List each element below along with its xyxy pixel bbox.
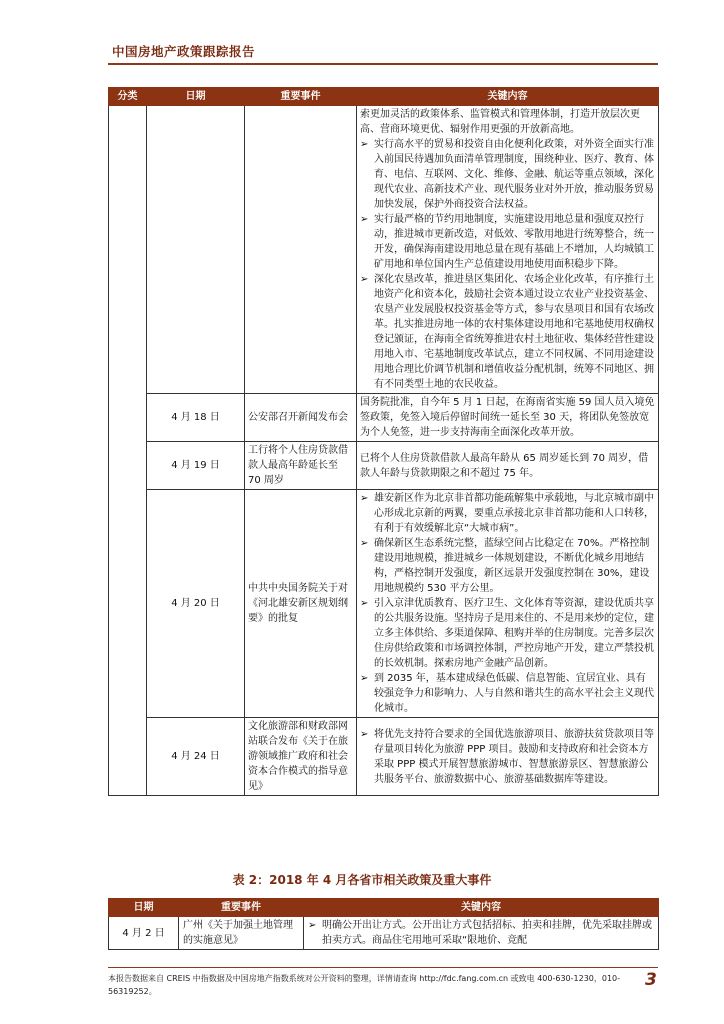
content-item bbox=[360, 107, 655, 137]
column-header-date: 日期 bbox=[147, 88, 245, 106]
content-text: 确保新区生态系统完整，蓝绿空间占比稳定在 70%。严格控制建设用地规模，推进城乡一体规划建设，不断优化城乡用地结构，严格控制开发强度，新区远景开发强度控制在 30%，建设用地规模约 530 平方公里。 bbox=[374, 538, 650, 594]
content-item bbox=[360, 596, 655, 671]
table-row bbox=[109, 442, 659, 490]
table2-content-text: 明确公开出让方式。公开出让方式包括招标、拍卖和挂牌，优先采取挂牌或拍卖方式。商品住宅用地可采取“限地价、竞配 bbox=[322, 920, 652, 946]
content-item bbox=[360, 137, 655, 212]
bullet-arrow-icon: ➢ bbox=[360, 538, 369, 549]
content-text: 国务院批准，自今年 5 月 1 日起，在海南省实施 59 国人员入境免签政策，免签入境后停留时间统一延长至 30 天，将团队免签放宽为个人免签，进一步支持海南全面深化改革开放。 bbox=[360, 397, 655, 438]
cell-date bbox=[147, 106, 245, 394]
cell-date: 4 月 20 日 bbox=[147, 490, 245, 718]
table2-cell-event: 广州《关于加强土地管理的实施意见》 bbox=[179, 917, 304, 950]
report-header-title: 中国房地产政策跟踪报告 bbox=[112, 44, 256, 59]
content-text: 深化农垦改革，推进垦区集团化、农场企业化改革，有序推行土地资产化和资本化，鼓励社会资本通过设立农业产业投资基金、农垦产业发展股权投资基金等方式，参与农垦项目和国有农场改革。扎实推进房地一体的农村集体建设用地和宅基地使用权确权登记颁证，在海南全省统筹推进农村土地征收、集体经营性建设用地入市、宅基地制度改革试点，建立不同权属、不同用途建设用地合理比价调节机制和增值收益分配机制，统筹不同地区、拥有不同类型土地的农民收益。 bbox=[374, 274, 654, 390]
content-text: 到 2035 年，基本建成绿色低碳、信息智能、宜居宜业、具有较强竞争力和影响力、人与自然和谐共生的高水平社会主义现代化城市。 bbox=[374, 673, 654, 714]
cell-date: 4 月 19 日 bbox=[147, 442, 245, 490]
column-header-content: 关键内容 bbox=[357, 88, 659, 106]
content-text: 索更加灵活的政策体系、监管模式和管理体制，打造开放层次更高、营商环境更优、辐射作用更强的开放新高地。 bbox=[360, 109, 640, 135]
table2-cell-content bbox=[304, 917, 659, 950]
column-header-category: 分类 bbox=[109, 88, 147, 106]
bullet-arrow-icon: ➢ bbox=[360, 214, 369, 225]
content-text: 已将个人住房贷款借款人最高年龄从 65 周岁延长到 70 周岁，借款人年龄与贷款期限之和不超过 75 年。 bbox=[360, 452, 649, 479]
cell-event: 文化旅游部和财政部网站联合发布《关于在旅游领域推广政府和社会资本合作模式的指导意见》 bbox=[245, 718, 357, 796]
content-item bbox=[360, 727, 655, 787]
bullet-arrow-icon: ➢ bbox=[360, 728, 369, 740]
bullet-arrow-icon: ➢ bbox=[308, 920, 317, 931]
content-text: 实行高水平的贸易和投资自由化便利化政策，对外资全面实行准入前国民待遇加负面清单管理制度，围绕种业、医疗、教育、体育、电信、互联网、文化、维修、金融、航运等重点领域，深化现代农业、高新技术产业、现代服务业对外开放，推动服务贸易加快发展，保护外商投资合法权益。 bbox=[374, 139, 654, 210]
table-row bbox=[109, 718, 659, 796]
table2-column-header-content: 关键内容 bbox=[304, 899, 659, 917]
content-item bbox=[360, 451, 655, 481]
cell-content bbox=[357, 106, 659, 394]
header-rule bbox=[108, 63, 658, 65]
cell-event bbox=[245, 106, 357, 394]
cell-event: 公安部召开新闻发布会 bbox=[245, 394, 357, 442]
content-item bbox=[360, 536, 655, 596]
content-item bbox=[360, 272, 655, 392]
content-item bbox=[360, 671, 655, 716]
bullet-arrow-icon: ➢ bbox=[360, 673, 369, 684]
cell-date: 4 月 24 日 bbox=[147, 718, 245, 796]
table2-column-header-date: 日期 bbox=[109, 899, 179, 917]
bullet-arrow-icon: ➢ bbox=[360, 139, 369, 150]
cell-date: 4 月 18 日 bbox=[147, 394, 245, 442]
bullet-arrow-icon: ➢ bbox=[360, 274, 369, 285]
provincial-events-table bbox=[108, 898, 659, 950]
table-row bbox=[109, 394, 659, 442]
page-number: 3 bbox=[645, 970, 657, 990]
bullet-arrow-icon: ➢ bbox=[360, 598, 369, 609]
content-item bbox=[360, 491, 655, 536]
cell-event: 中共中央国务院关于对《河北雄安新区规划纲要》的批复 bbox=[245, 490, 357, 718]
table-row bbox=[109, 490, 659, 718]
table2-column-header-event: 重要事件 bbox=[179, 899, 304, 917]
content-text: 雄安新区作为北京非首都功能疏解集中承载地，与北京城市副中心形成北京新的两翼，要重点承接北京非首都功能和人口转移，有利于有效缓解北京“大城市病”。 bbox=[374, 493, 654, 534]
policy-events-body bbox=[109, 106, 659, 796]
footer-rule bbox=[108, 967, 658, 968]
cell-event: 工行将个人住房贷款借款人最高年龄延长至 70 周岁 bbox=[245, 442, 357, 490]
bullet-arrow-icon: ➢ bbox=[360, 493, 369, 504]
cell-content bbox=[357, 718, 659, 796]
policy-events-table bbox=[108, 87, 659, 796]
cell-content bbox=[357, 442, 659, 490]
footer-source-note: 本报告数据来自 CREIS 中指数据及中国房地产指数系统对公开资料的整理，详情请查询 http://fdc.fang.com.cn 或致电 400-630-1230，010-56319252。 bbox=[108, 974, 621, 996]
cell-content bbox=[357, 490, 659, 718]
table-row bbox=[109, 106, 659, 394]
content-text: 实行最严格的节约用地制度，实施建设用地总量和强度双控行动，推进城市更新改造，对低效、零散用地进行统筹整合，统一开发，确保海南建设用地总量在现有基础上不增加，人均城镇工矿用地和单位国内生产总值建设用地使用面积稳步下降。 bbox=[374, 214, 654, 270]
table-header-row bbox=[109, 88, 659, 106]
content-item bbox=[360, 395, 655, 440]
content-text: 将优先支持符合要求的全国优选旅游项目、旅游扶贫贷款项目等存量项目转化为旅游 PPP 项目。鼓励和支持政府和社会资本方采取 PPP 模式开展智慧旅游城市、智慧旅游景区、智慧旅游公共服务平台、旅游数据中心、旅游基础数据库等建设。 bbox=[374, 728, 654, 785]
content-item bbox=[360, 212, 655, 272]
table2-header-row bbox=[109, 899, 659, 917]
table2-row bbox=[109, 917, 659, 950]
cell-content bbox=[357, 394, 659, 442]
table2-caption: 表 2：2018 年 4 月各省市相关政策及重大事件 bbox=[232, 873, 492, 887]
column-header-event: 重要事件 bbox=[245, 88, 357, 106]
table2-cell-date: 4 月 2 日 bbox=[109, 917, 179, 950]
cell-category bbox=[109, 106, 147, 796]
content-text: 引入京津优质教育、医疗卫生、文化体育等资源，建设优质共享的公共服务设施。坚持房子是用来住的、不是用来炒的定位，建立多主体供给、多渠道保障、租购并举的住房制度。完善多层次住房供给政策和市场调控体制，严控房地产开发，建立严禁投机的长效机制。探索房地产金融产品创新。 bbox=[374, 598, 654, 669]
